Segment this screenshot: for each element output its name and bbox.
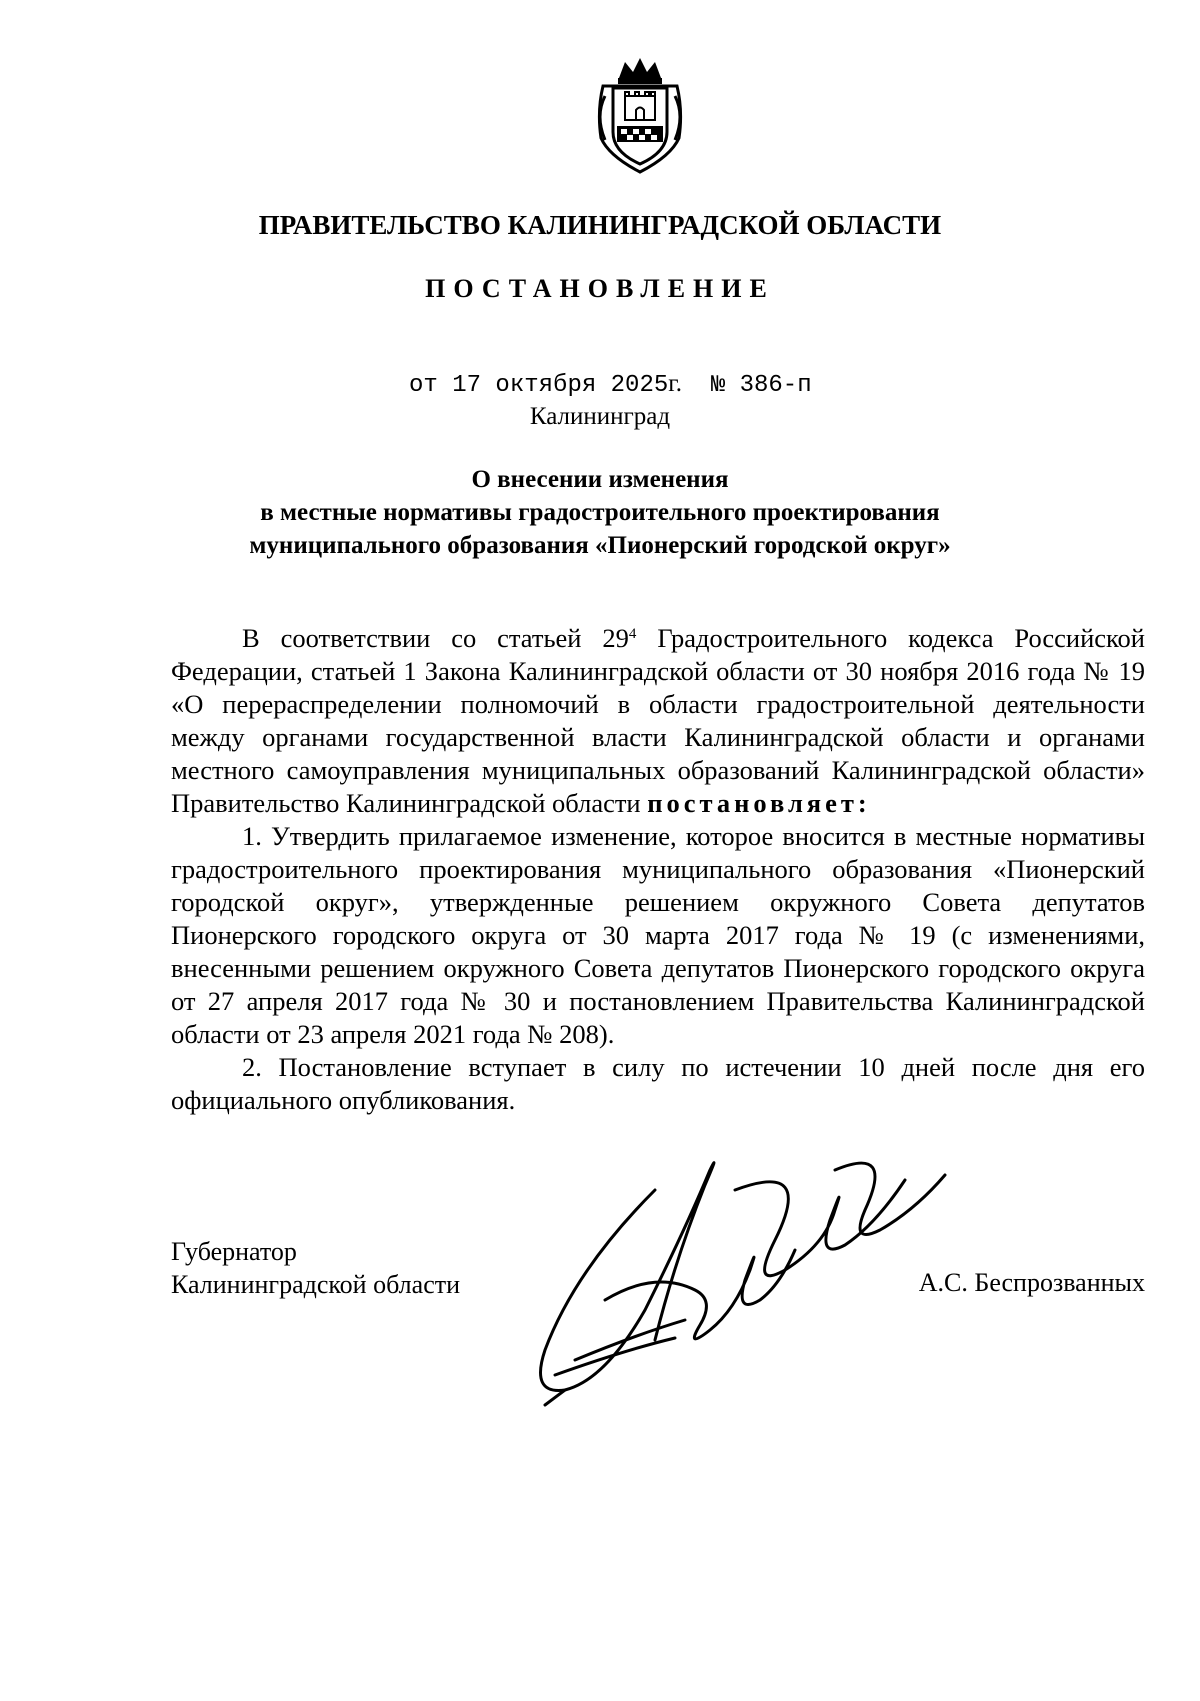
- document-body: [171, 622, 1145, 1117]
- date-prefix: от: [409, 372, 438, 399]
- subject-line-3: муниципального образования «Пионерский городской округ»: [249, 532, 951, 559]
- organization-title: ПРАВИТЕЛЬСТВО КАЛИНИНГРАДСКОЙ ОБЛАСТИ: [258, 210, 942, 240]
- subject-line-2: в местные нормативы градостроительного проектирования: [260, 499, 940, 526]
- document-dateline: [409, 370, 812, 399]
- preamble-text-b: Градостроительного кодекса Российской Федерации, статьей 1 Закона Калининградской области от 30 ноября 2016 года № 19 «О перераспределении полномочий в области градостроительной деятельности между органами государственной власти Калининградской области и органами местного самоуправления муниципальных образований Калининградской области» Правительство Калининградской области: [171, 623, 1145, 818]
- item-1-paragraph: 1. Утвердить прилагаемое изменение, которое вносится в местные нормативы градостроительного проектирования муниципального образования «Пионерский городской округ», утвержденные решением окружного Совета депутатов Пионерского городского округа от 30 марта 2017 года № 19 (с изменениями, внесенными решением окружного Совета депутатов Пионерского городского округа от 27 апреля 2017 года № 30 и постановлением Правительства Калининградской области от 23 апреля 2021 года № 208).: [171, 821, 1145, 1049]
- year-suffix: г.: [668, 370, 682, 397]
- signer-name: А.С. Беспрозванных: [918, 1268, 1145, 1297]
- article-superscript: 4: [628, 626, 637, 642]
- signatory-title-line-1: Губернатор: [171, 1237, 297, 1266]
- coat-of-arms-icon: [589, 56, 691, 176]
- decrees-word: постановляет:: [647, 788, 871, 818]
- preamble-text-a: В соответствии со статьей 29: [242, 623, 629, 653]
- preamble-paragraph: [171, 622, 1145, 820]
- item-2-paragraph: 2. Постановление вступает в силу по истечении 10 дней после дня его официального опубликования.: [171, 1052, 1145, 1115]
- signatory-title-line-2: Калининградской области: [171, 1270, 461, 1299]
- number-label: №: [710, 372, 726, 399]
- document-date: 17 октября 2025: [452, 372, 669, 399]
- document-number: 386-п: [739, 372, 812, 399]
- signatory-title: [171, 1235, 460, 1301]
- document-type: ПОСТАНОВЛЕНИЕ: [425, 274, 775, 303]
- handwritten-signature: [535, 1150, 955, 1410]
- document-city: Калининград: [529, 403, 671, 430]
- document-subject: [0, 463, 1200, 562]
- subject-line-1: О внесении изменения: [471, 466, 729, 493]
